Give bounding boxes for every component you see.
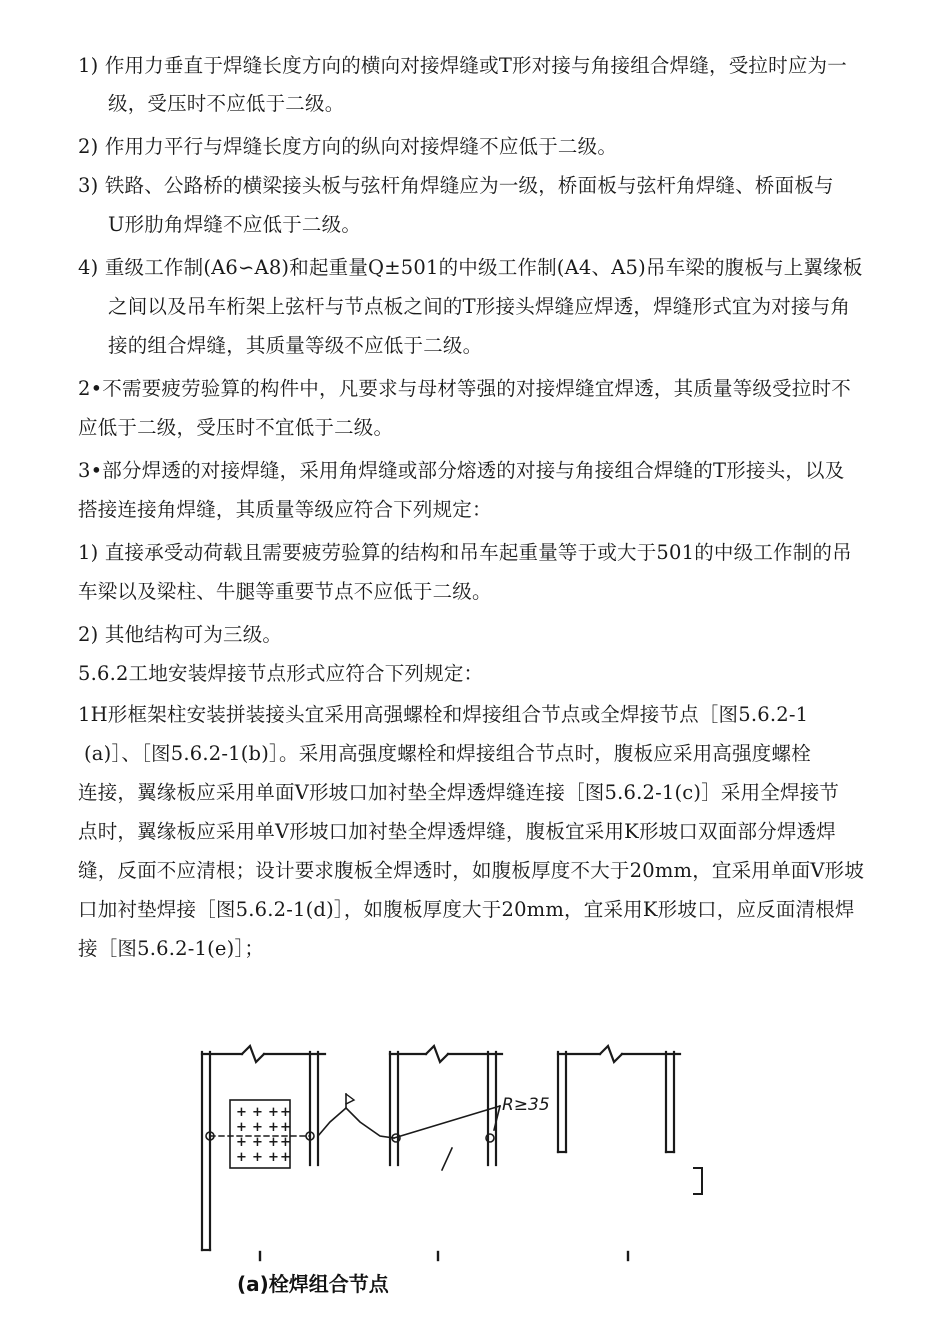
bolt-symbol: + [280,1135,291,1150]
radius-label: R≥35 [502,1095,550,1115]
bolt-symbol: + [280,1120,291,1135]
text-line: 应低于二级，受压时不宜低于二级。 [78,416,394,439]
bolt-symbol: + [280,1150,291,1165]
text-line: 5.6.2工地安装焊接节点形式应符合下列规定： [78,662,484,685]
text-line: 之间以及吊车桁架上弦杆与节点板之间的T形接头焊缝应焊透，焊缝形式宜为对接与角 [108,295,851,318]
bolt-symbol: + [252,1120,263,1135]
text-line: (a)］、［图5.6.2-1(b)］。采用高强度螺栓和焊接组合节点时，腹板应采用高强度螺栓 [84,742,811,765]
text-line: 搭接连接角焊缝，其质量等级应符合下列规定： [78,498,492,521]
text-line: 2•不需要疲劳验算的构件中，凡要求与母材等强的对接焊缝宜焊透，其质量等级受拉时不 [78,377,851,400]
bolt-symbol: + [268,1105,279,1120]
bolt-symbol: + [236,1105,247,1120]
text-line: 点时，翼缘板应采用单V形坡口加衬垫全焊透焊缝，腹板宜采用K形坡口双面部分焊透焊 [78,820,836,843]
text-line: 3•部分焊透的对接焊缝，采用角焊缝或部分熔透的对接与角接组合焊缝的T形接头，以及 [78,459,845,482]
text-line: 车梁以及梁柱、牛腿等重要节点不应低于二级。 [78,580,492,603]
text-line: 缝，反面不应清根；设计要求腹板全焊透时，如腹板厚度不大于20mm，宜采用单面V形坡 [78,859,865,882]
bolt-symbol: + [252,1105,263,1120]
text-line: 口加衬垫焊接［图5.6.2-1(d)］，如腹板厚度大于20mm，宜采用K形坡口，应反面清根焊 [78,898,855,921]
bolt-symbol: + [236,1150,247,1165]
bolt-symbol: + [252,1150,263,1165]
text-line: 接［图5.6.2-1(e)］； [78,937,265,960]
bolt-symbol: + [268,1135,279,1150]
text-line: 级，受压时不应低于二级。 [108,92,345,115]
text-line: U形肋角焊缝不应低于二级。 [108,213,362,236]
figure-caption: (a)栓焊组合节点 [237,1272,389,1296]
text-line: 2) 作用力平行与焊缝长度方向的纵向对接焊缝不应低于二级。 [78,135,618,158]
bolt-symbol: + [252,1135,263,1150]
text-line: 3) 铁路、公路桥的横梁接头板与弦杆角焊缝应为一级，桥面板与弦杆角焊缝、桥面板与 [78,174,834,197]
text-line: 2) 其他结构可为三级。 [78,623,283,646]
text-line: 1H形框架柱安装拼装接头宜采用高强螺栓和焊接组合节点或全焊接节点［图5.6.2-1 [78,703,809,726]
text-line: 4) 重级工作制(A6∽A8)和起重量Q±501的中级工作制(A4、A5)吊车梁的腹板与上翼缘板 [78,256,863,279]
text-line: 1) 作用力垂直于焊缝长度方向的横向对接焊缝或T形对接与角接组合焊缝，受拉时应为一 [78,54,847,77]
text-line: 1) 直接承受动荷载且需要疲劳验算的结构和吊车起重量等于或大于501的中级工作制的吊 [78,541,852,564]
bolt-symbol: + [268,1150,279,1165]
bolt-symbol: + [236,1120,247,1135]
text-line: 接的组合焊缝，其质量等级不应低于二级。 [108,334,483,357]
bolt-symbol: + [268,1120,279,1135]
bolt-symbol: + [236,1135,247,1150]
bolt-symbol: + [280,1105,291,1120]
text-line: 连接，翼缘板应采用单面V形坡口加衬垫全焊透焊缝连接［图5.6.2-1(c)］采用全焊接节 [78,781,840,804]
